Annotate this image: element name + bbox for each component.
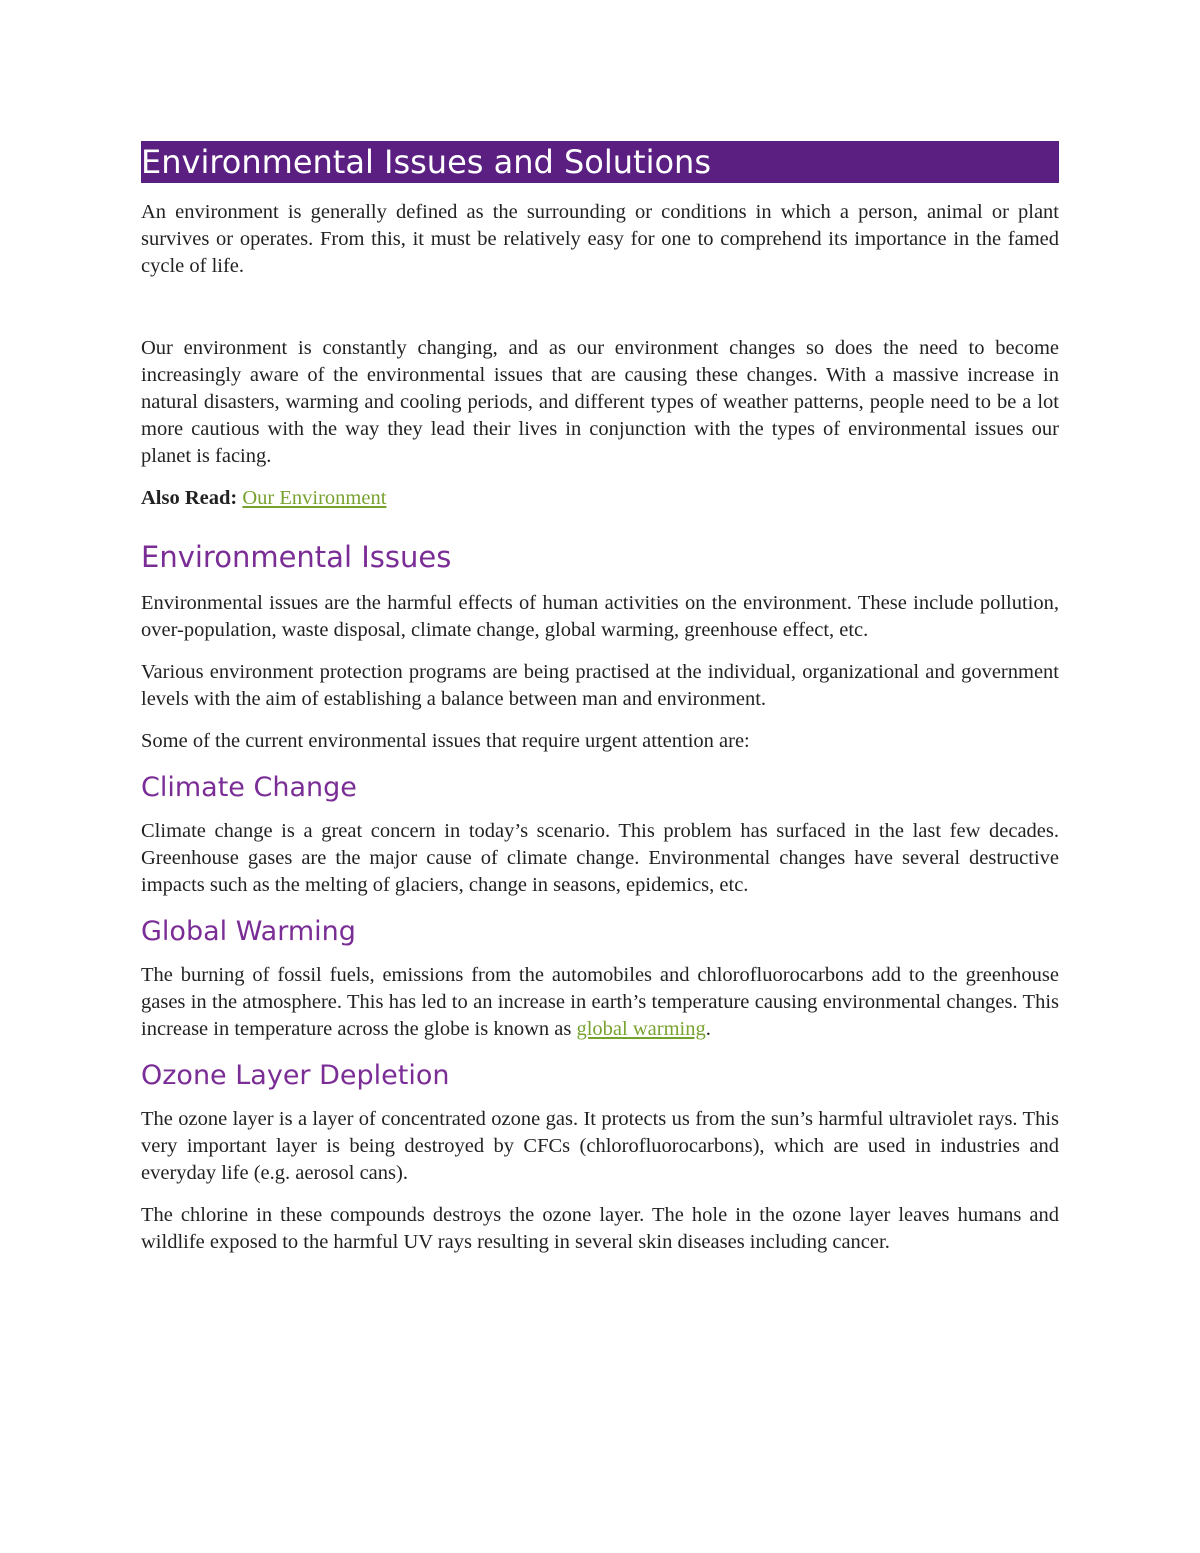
section-heading-environmental-issues: Environmental Issues — [141, 540, 452, 574]
title-banner — [141, 141, 1059, 183]
our-environment-link[interactable]: Our Environment — [242, 487, 387, 509]
intro-paragraph-2: Our environment is constantly changing, and as our environment changes so does the need to become increasingly aware of the environmental issues that are causing these changes. With a massive increase in natural disasters, warming and cooling periods, and different types of weather patterns, people need to be a lot more cautious with the way they lead their lives in conjunction with the types of environmental issues our planet is facing. — [141, 337, 1059, 467]
also-read-label: Also Read: — [141, 487, 238, 509]
section-heading-global-warming: Global Warming — [141, 916, 356, 947]
ozone-paragraph-1: The ozone layer is a layer of concentrated ozone gas. It protects us from the sun’s harmful ultraviolet rays. This very important layer is being destroyed by CFCs (chlorofluorocarbons), which are used in industries and everyday life (e.g. aerosol cans). — [141, 1108, 1059, 1184]
issues-paragraph-2: Various environment protection programs are being practised at the individual, organizational and government levels with the aim of establishing a balance between man and environment. — [141, 661, 1059, 710]
global-warming-paragraph — [141, 962, 1059, 1043]
issues-paragraph-3: Some of the current environmental issues that require urgent attention are: — [141, 730, 750, 752]
also-read-line — [141, 485, 1059, 512]
paragraph-spacer — [141, 295, 1059, 335]
global-warming-text: The burning of fossil fuels, emissions from the automobiles and chlorofluorocarbons add to the greenhouse gases in the atmosphere. This has led to an increase in earth’s temperature causing environmental changes. This increase in temperature across the globe is known as — [141, 964, 1059, 1040]
intro-paragraph-1: An environment is generally defined as the surrounding or conditions in which a person, animal or plant survives or operates. From this, it must be relatively easy for one to comprehend its importance in the famed cycle of life. — [141, 201, 1059, 277]
document-page — [141, 141, 1059, 1271]
issues-paragraph-1: Environmental issues are the harmful effects of human activities on the environment. These include pollution, over-population, waste disposal, climate change, global warming, greenhouse effect, etc. — [141, 592, 1059, 641]
section-heading-climate-change: Climate Change — [141, 772, 357, 803]
global-warming-period: . — [705, 1018, 711, 1040]
global-warming-link[interactable]: global warming — [576, 1018, 706, 1040]
ozone-paragraph-2: The chlorine in these compounds destroys the ozone layer. The hole in the ozone layer leaves humans and wildlife exposed to the harmful UV rays resulting in several skin diseases including cancer. — [141, 1204, 1059, 1253]
document-title: Environmental Issues and Solutions — [141, 143, 711, 181]
climate-change-paragraph: Climate change is a great concern in today’s scenario. This problem has surfaced in the last few decades. Greenhouse gases are the major cause of climate change. Environmental changes have several destructive impacts such as the melting of glaciers, change in seasons, epidemics, etc. — [141, 820, 1059, 896]
section-heading-ozone-layer-depletion: Ozone Layer Depletion — [141, 1060, 450, 1091]
